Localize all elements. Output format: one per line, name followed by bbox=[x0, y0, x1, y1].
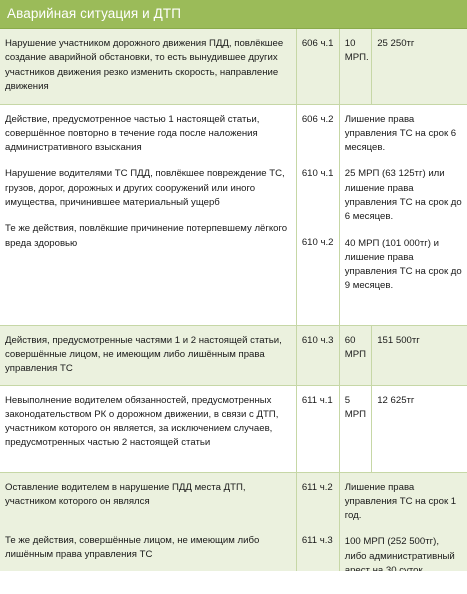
violation-description-cell bbox=[0, 472, 296, 579]
table-row bbox=[0, 325, 467, 385]
article-number: 610 ч.1 bbox=[301, 167, 334, 179]
table-row bbox=[0, 385, 467, 472]
violation-description: Действия, предусмотренные частями 1 и 2 настоящей статьи, совершённые лицом, не имеющим либо лишённым права управления ТС bbox=[0, 325, 296, 385]
article-number: 606 ч.2 bbox=[301, 113, 334, 125]
fine-amount: 151 500тг bbox=[372, 325, 467, 385]
violation-description: Те же действия, совершённые лицом, не имеющим либо лишённым права управления ТС bbox=[5, 535, 260, 561]
penalty-text: 25 МРП (63 125тг) или лишение права управления ТС на срок до 6 месяцев. bbox=[344, 168, 462, 223]
penalty-text: 100 МРП (252 500тг), либо административный bbox=[344, 536, 455, 562]
penalty-cell bbox=[339, 104, 467, 325]
penalty-text: Лишение права управления ТС на срок 6 месяцев. bbox=[344, 113, 457, 154]
violation-description: Те же действия, повлёкшие причинение потерпевшему лёгкого вреда здоровью bbox=[5, 223, 288, 249]
violation-description: Невыполнение водителем обязанностей, предусмотренных законодательством РК о дорожном движении, в связи с ДТП, участником которого он является, за исключением случаев, предусмотренных частью 2 настоящей статьи bbox=[0, 385, 296, 472]
fine-mrp: 10 МРП. bbox=[339, 29, 371, 104]
article-number: 611 ч.3 bbox=[301, 534, 333, 546]
fine-mrp: 5 МРП bbox=[339, 385, 371, 472]
article-number: 611 ч.1 bbox=[296, 385, 339, 472]
violation-description: Нарушение участником дорожного движения ПДД, повлёкшее создание аварийной обстановки, то есть вынудившее других участников движения резко изменить скорость, направление движения bbox=[0, 29, 296, 104]
table-row-group bbox=[0, 472, 467, 579]
article-number: 610 ч.3 bbox=[296, 325, 339, 385]
fine-mrp: 60 МРП bbox=[339, 325, 371, 385]
section-header bbox=[0, 0, 467, 29]
violation-description: Оставление водителем в нарушение ПДД места ДТП, участником которого он являлся bbox=[5, 481, 246, 507]
article-number-cell bbox=[296, 104, 339, 325]
section-title: Аварийная ситуация и ДТП bbox=[7, 6, 181, 21]
fines-table bbox=[0, 29, 467, 579]
penalty-text: Лишение права управления ТС на срок 1 год. bbox=[344, 481, 457, 522]
article-number-cell bbox=[296, 472, 339, 579]
violation-description: Нарушение водителями ТС ПДД, повлёкшее повреждение ТС, грузов, дорог, дорожных и других сооружений или иного имущества, причинившее материальный ущерб bbox=[5, 168, 285, 208]
violation-description-cell bbox=[0, 104, 296, 325]
table-row bbox=[0, 29, 467, 104]
article-number: 611 ч.2 bbox=[301, 481, 333, 493]
penalty-text: 40 МРП (101 000тг) и лишение права управления ТС на срок до 9 месяцев. bbox=[344, 237, 462, 292]
page-bottom bbox=[0, 571, 467, 594]
fine-amount: 25 250тг bbox=[372, 29, 467, 104]
article-number: 610 ч.2 bbox=[301, 237, 334, 249]
fine-amount: 12 625тг bbox=[372, 385, 467, 472]
penalty-cell bbox=[339, 472, 467, 579]
article-number: 606 ч.1 bbox=[296, 29, 339, 104]
violation-description: Действие, предусмотренное частью 1 настоящей статьи, совершённое повторно в течение года после наложения административного взыскания bbox=[5, 113, 260, 154]
table-row-group bbox=[0, 104, 467, 325]
